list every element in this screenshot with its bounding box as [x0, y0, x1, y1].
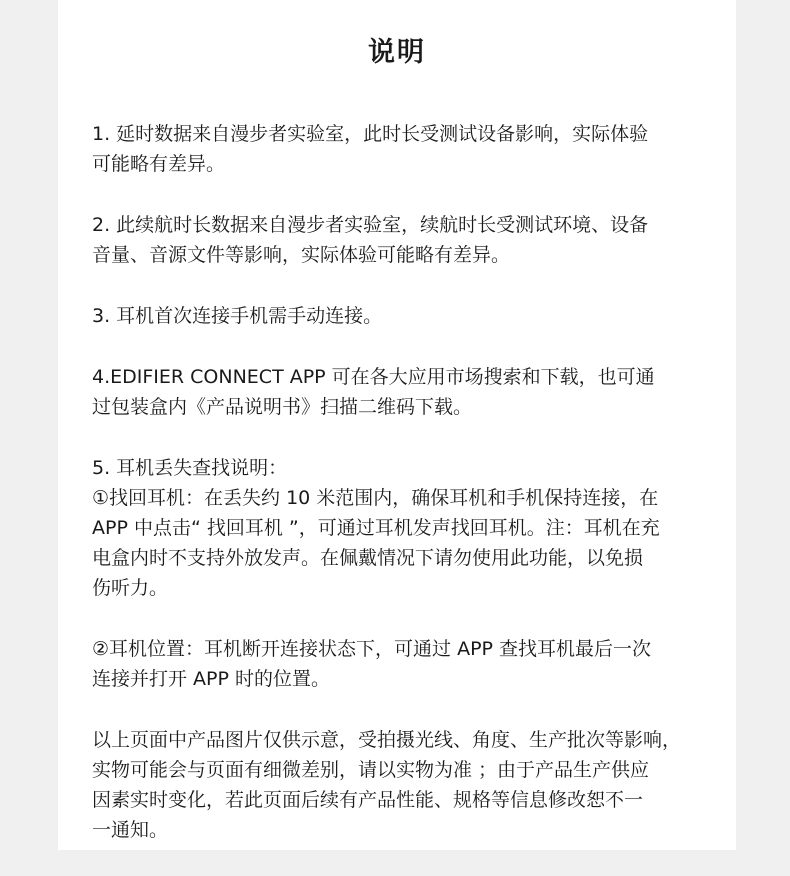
- text-line: APP 中点击“ 找回耳机 ”，可通过耳机发声找回耳机。注：耳机在充: [92, 517, 660, 539]
- text-line: 过包装盒内《产品说明书》扫描二维码下载。: [92, 396, 473, 418]
- text-line: ①找回耳机：在丢失约 10 米范围内，确保耳机和手机保持连接，在: [92, 487, 659, 509]
- text-line: 3. 耳机首次连接手机需手动连接。: [92, 305, 383, 327]
- text-line: 5. 耳机丢失查找说明：: [92, 457, 288, 479]
- text-line: 电盒内时不支持外放发声。在佩戴情况下请勿使用此功能，以免损: [92, 547, 644, 569]
- text-line: 因素实时变化，若此页面后续有产品性能、规格等信息修改恕不一: [92, 789, 644, 811]
- text-line: ②耳机位置：耳机断开连接状态下，可通过 APP 查找耳机最后一次: [92, 638, 652, 660]
- note-disclaimer: [92, 725, 704, 845]
- page-title: 说明: [368, 37, 426, 68]
- note-battery-life: [92, 210, 704, 270]
- text-line: 连接并打开 APP 时的位置。: [92, 668, 330, 690]
- note-find-earbuds: [92, 453, 704, 603]
- text-line: 4.EDIFIER CONNECT APP 可在各大应用市场搜索和下载，也可通: [92, 366, 655, 388]
- note-earbud-location: [92, 634, 704, 694]
- text-line: 伤听力。: [92, 577, 169, 599]
- note-first-pairing: [92, 301, 704, 331]
- text-line: 音量、音源文件等影响，实际体验可能略有差异。: [92, 244, 511, 266]
- text-line: 2. 此续航时长数据来自漫步者实验室，续航时长受测试环境、设备: [92, 214, 649, 236]
- text-line: 可能略有差异。: [92, 153, 226, 175]
- text-line: 1. 延时数据来自漫步者实验室，此时长受测试设备影响，实际体验: [92, 123, 649, 145]
- document-page: [58, 0, 736, 850]
- text-line: 以上页面中产品图片仅供示意，受拍摄光线、角度、生产批次等影响，: [92, 729, 682, 751]
- notes-content: [92, 119, 704, 876]
- text-line: 实物可能会与页面有细微差别，请以实物为准 ；由于产品生产供应: [92, 759, 650, 781]
- note-latency: [92, 119, 704, 179]
- note-app-download: [92, 362, 704, 422]
- text-line: 一通知。: [92, 819, 169, 841]
